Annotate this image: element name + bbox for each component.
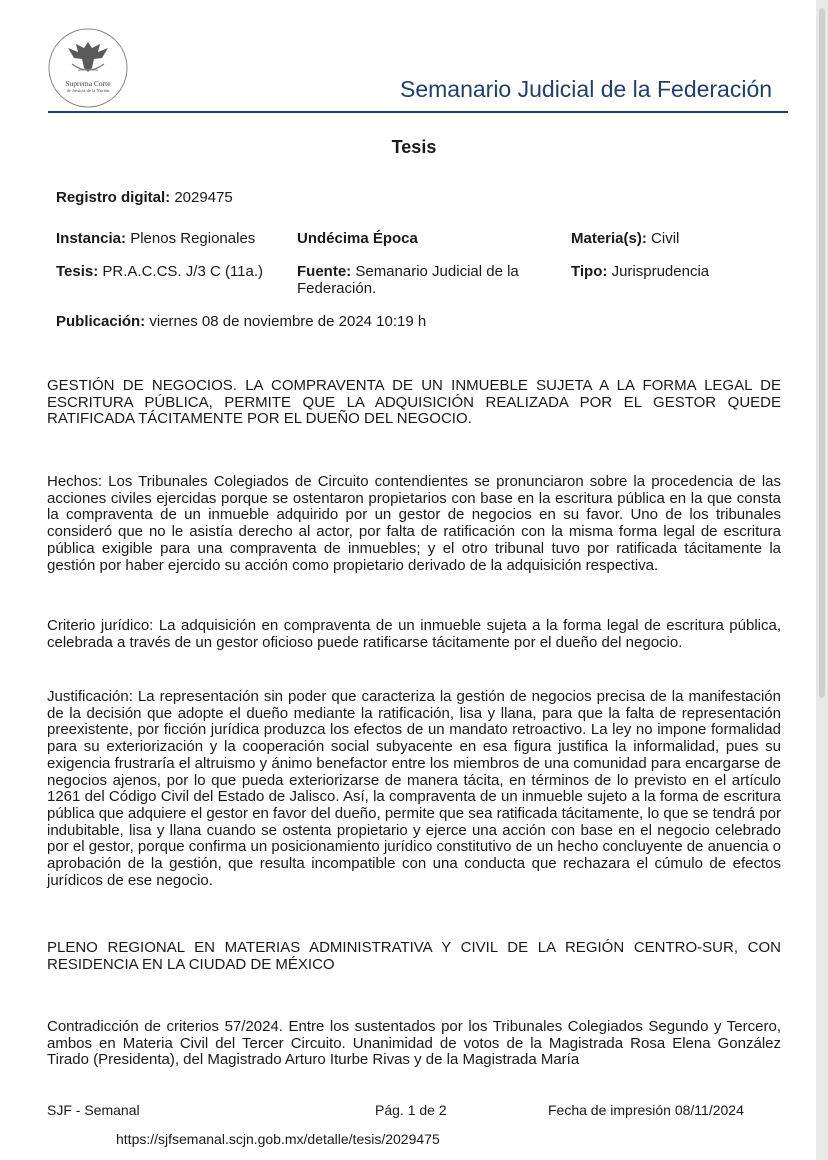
hechos-section — [47, 474, 781, 574]
registro-label: Registro digital: — [56, 189, 171, 206]
logo-line1: Suprema Corte — [65, 79, 111, 88]
doc-title: Tesis — [391, 137, 437, 157]
instancia-label: Instancia: — [56, 230, 127, 247]
registro-field — [56, 189, 233, 206]
publicacion-value: viernes 08 de noviembre de 2024 10:19 h — [149, 313, 427, 330]
materia-value: Civil — [651, 230, 680, 247]
scjn-logo — [48, 28, 128, 108]
rubro-text: GESTIÓN DE NEGOCIOS. LA COMPRAVENTA DE UN INMUEBLE SUJETA A LA FORMA LEGAL DE ESCRITURA PÚBLICA, PERMITE QUE LA ADQUISICIÓN REALIZADA POR EL GESTOR QUEDE RATIFICADA TÁCITAMENTE POR EL DUEÑO DEL NEGOCIO. — [47, 377, 781, 428]
footer-url-link[interactable]: https://sjfsemanal.scjn.gob.mx/detalle/tesis/2029475 — [116, 1131, 440, 1147]
instancia-value: Plenos Regionales — [130, 230, 256, 247]
logo-line2: de Justicia de la Nación — [66, 88, 110, 93]
instancia-field — [56, 230, 255, 247]
justificacion-section — [47, 689, 781, 889]
fuente-label: Fuente: — [297, 263, 352, 280]
registro-value: 2029475 — [174, 189, 233, 206]
eagle-emblem-icon — [48, 28, 128, 108]
fuente-value-line2: Federación. — [297, 280, 377, 297]
publicacion-label: Publicación: — [56, 313, 146, 330]
footer-page-number: Pág. 1 de 2 — [375, 1102, 447, 1118]
organo-section — [47, 940, 781, 973]
justificacion-text: Justificación: La representación sin poder que caracteriza la gestión de negocios precisa de la manifestación de la decisión que adopte el dueño mediante la ratificación, lisa y llana, para que la falta de representación preexistente, por ficción jurídica produzca los efectos de un mandato retroactivo. La ley no impone formalidad para su exteriorización y la cooperación social subyacente en esa figura justifica la informalidad, pues su exigencia frustraría el altruismo y ánimo benefactor entre los miembros de una comunidad para encargarse de negocios ajenos, por lo que pueda exteriorizarse de manera tácita, en términos de lo previsto en el artículo 1261 del Código Civil del Estado de Jalisco. Así, la compraventa de un inmueble sujeto a la forma de escritura pública que adquiere el gestor en favor del dueño, permite que sea ratificada tácitamente, lo que se tendrá por indubitable, lisa y llana cuando se ostenta propietario y ejerce una acción con base en el negocio celebrado por el gestor, porque confirma un posicionamiento jurídico constitutivo de un hecho concluyente de anuencia o aprobación de la gestión, que resulta incompatible con una conducta que rechazara el cúmulo de efectos jurídicos de ese negocio. — [47, 688, 781, 889]
criterio-text: Criterio jurídico: La adquisición en compraventa de un inmueble sujeta a la forma legal de escritura pública, celebrada a través de un gestor oficioso puede ratificarse tácitamente por el dueño del negocio. — [47, 617, 781, 651]
tesis-label: Tesis: — [56, 263, 99, 280]
tesis-field — [56, 263, 263, 280]
fuente-value-line1: Semanario Judicial de la — [355, 263, 519, 280]
tesis-value: PR.A.C.CS. J/3 C (11a.) — [102, 263, 264, 280]
header-divider — [48, 111, 788, 113]
precedente-text: Contradicción de criterios 57/2024. Entre los sustentados por los Tribunales Colegiados Segundo y Tercero, ambos en Materia Civil del Tercer Circuito. Unanimidad de votos de la Magistrada Rosa Elena González Tirado (Presidenta), del Magistrado Arturo Iturbe Rivas y de la Magistrada María — [47, 1018, 781, 1069]
header-title: Semanario Judicial de la Federación — [400, 76, 773, 102]
footer-publication: SJF - Semanal — [47, 1102, 140, 1118]
footer-print-date: Fecha de impresión 08/11/2024 — [548, 1102, 744, 1118]
epoca: Undécima Época — [297, 230, 418, 247]
tipo-label: Tipo: — [571, 263, 608, 280]
materia-label: Materia(s): — [571, 230, 647, 247]
fuente-field — [297, 263, 557, 297]
tipo-field — [571, 263, 709, 280]
rubro — [47, 378, 781, 428]
tipo-value: Jurisprudencia — [611, 263, 710, 280]
scrollbar-thumb[interactable] — [819, 8, 825, 698]
criterio-section — [47, 618, 781, 651]
organo-text: PLENO REGIONAL EN MATERIAS ADMINISTRATIVA Y CIVIL DE LA REGIÓN CENTRO-SUR, CON RESIDENCIA EN LA CIUDAD DE MÉXICO — [47, 939, 781, 973]
publicacion-field — [56, 313, 426, 330]
materia-field — [571, 230, 679, 247]
hechos-text: Hechos: Los Tribunales Colegiados de Circuito contendientes se pronunciaron sobre la procedencia de las acciones civiles ejercidas porque se ostentaron propietarios con base en la escritura pública en la que consta la compraventa de un inmueble adquirido por un gestor de negocios en su favor. Uno de los tribunales consideró que no le asistía derecho al actor, por falta de ratificación con la misma forma legal de escritura pública exigible para una compraventa de inmuebles; y el otro tribunal tuvo por ratificada tácitamente la gestión por haber ejercido su acción como propietario derivado de la adquisición respectiva. — [47, 473, 781, 574]
precedente-section — [47, 1019, 781, 1069]
